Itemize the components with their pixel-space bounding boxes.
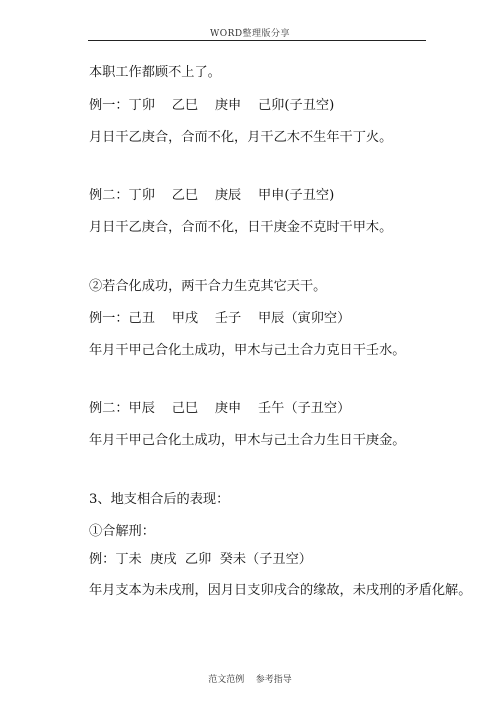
subsection-heading: ①合解刑： xyxy=(89,524,155,539)
page-header: WORD整理版分享 xyxy=(209,29,291,39)
body-line: 例一：丁卯 乙巳 庚申 己卯(子丑空) xyxy=(89,98,335,113)
body-line: 本职工作都顾不上了。 xyxy=(89,65,221,80)
section-heading: 3、地支相合后的表现： xyxy=(89,492,230,507)
header-divider xyxy=(88,40,426,41)
body-line: ②若合化成功，两干合力生克其它天干。 xyxy=(89,279,327,294)
body-line: 年月干甲己合化土成功，甲木与己土合力生日干庚金。 xyxy=(89,433,406,448)
body-line: 例二：甲辰 己巳 庚申 壬午（子丑空） xyxy=(89,401,351,416)
body-line: 例一：己丑 甲戌 壬子 甲辰（寅卯空） xyxy=(89,311,351,326)
body-line: 例：丁未 庚戌 乙卯 癸未（子丑空） xyxy=(89,552,312,567)
page-footer: 范文范例 参考指导 xyxy=(208,675,292,685)
body-line: 年月支本为未戌刑，因月日支卯戌合的缘故，未戌刑的矛盾化解。 xyxy=(89,583,472,598)
body-line: 月日干乙庚合，合而不化，月干乙木不生年干丁火。 xyxy=(89,130,393,145)
body-line: 年月干甲己合化土成功，甲木与己土合力克日干壬水。 xyxy=(89,343,406,358)
body-line: 例二：丁卯 乙巳 庚辰 甲申(子丑空) xyxy=(89,188,335,203)
body-line: 月日干乙庚合，合而不化，日干庚金不克时干甲木。 xyxy=(89,220,393,235)
